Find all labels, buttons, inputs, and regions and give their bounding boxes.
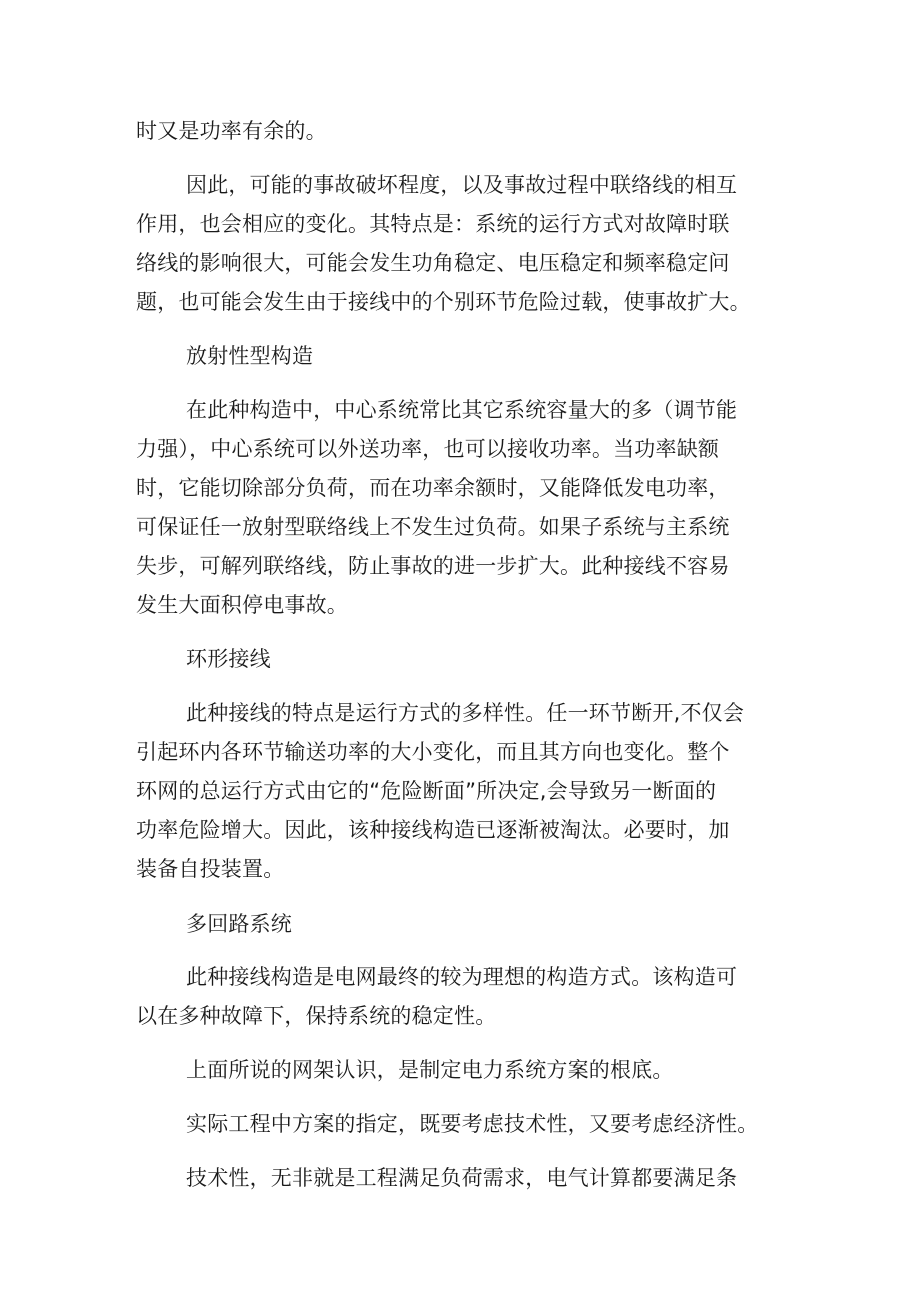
paragraph-line-7: 时，它能切除部分负荷，而在功率余额时，又能降低发电功率，	[136, 476, 730, 500]
paragraph-line-15: 装备自投装置。	[136, 857, 285, 881]
paragraph-line-13: 环网的总运行方式由它的“危险断面”所决定,会导致另一断面的	[136, 779, 717, 803]
paragraph-line-18: 上面所说的网架认识，是制定电力系统方案的根底。	[186, 1058, 674, 1082]
paragraph-line-6: 力强），中心系统可以外送功率，也可以接收功率。当功率缺额	[136, 437, 720, 461]
paragraph-line-19: 实际工程中方案的指定，既要考虑技术性，又要考虑经济性。	[186, 1112, 759, 1136]
paragraph-line-16: 此种接线构造是电网最终的较为理想的构造方式。该构造可	[186, 965, 738, 989]
paragraph-line-1: 因此，可能的事故破坏程度，以及事故过程中联络线的相互	[186, 173, 738, 197]
paragraph-line-14: 功率危险增大。因此，该种接线构造已逐渐被淘汰。必要时，加	[136, 818, 730, 842]
paragraph-line-4: 题，也可能会发生由于接线中的个别环节危险过载，使事故扩大。	[136, 290, 751, 314]
paragraph-line-2: 作用，也会相应的变化。其特点是：系统的运行方式对故障时联	[136, 212, 730, 236]
paragraph-line-10: 发生大面积停电事故。	[136, 593, 348, 617]
text-line-1: 时又是功率有余的。	[136, 119, 327, 143]
paragraph-line-9: 失步，可解列联络线，防止事故的进一步扩大。此种接线不容易	[136, 554, 730, 578]
section-heading-multi-loop: 多回路系统	[186, 912, 292, 936]
paragraph-line-17: 以在多种故障下，保持系统的稳定性。	[136, 1004, 497, 1028]
paragraph-line-3: 络线的影响很大，可能会发生功角稳定、电压稳定和频率稳定问	[136, 251, 730, 275]
paragraph-line-20: 技术性，无非就是工程满足负荷需求，电气计算都要满足条	[186, 1166, 738, 1190]
section-heading-ring: 环形接线	[186, 647, 271, 671]
section-heading-radial: 放射性型构造	[186, 344, 314, 368]
paragraph-line-11: 此种接线的特点是运行方式的多样性。任一环节断开,不仅会	[186, 701, 745, 725]
paragraph-line-8: 可保证任一放射型联络线上不发生过负荷。如果子系统与主系统	[136, 515, 730, 539]
paragraph-line-5: 在此种构造中，中心系统常比其它系统容量大的多（调节能	[186, 398, 738, 422]
paragraph-line-12: 引起环内各环节输送功率的大小变化，而且其方向也变化。整个	[136, 740, 730, 764]
